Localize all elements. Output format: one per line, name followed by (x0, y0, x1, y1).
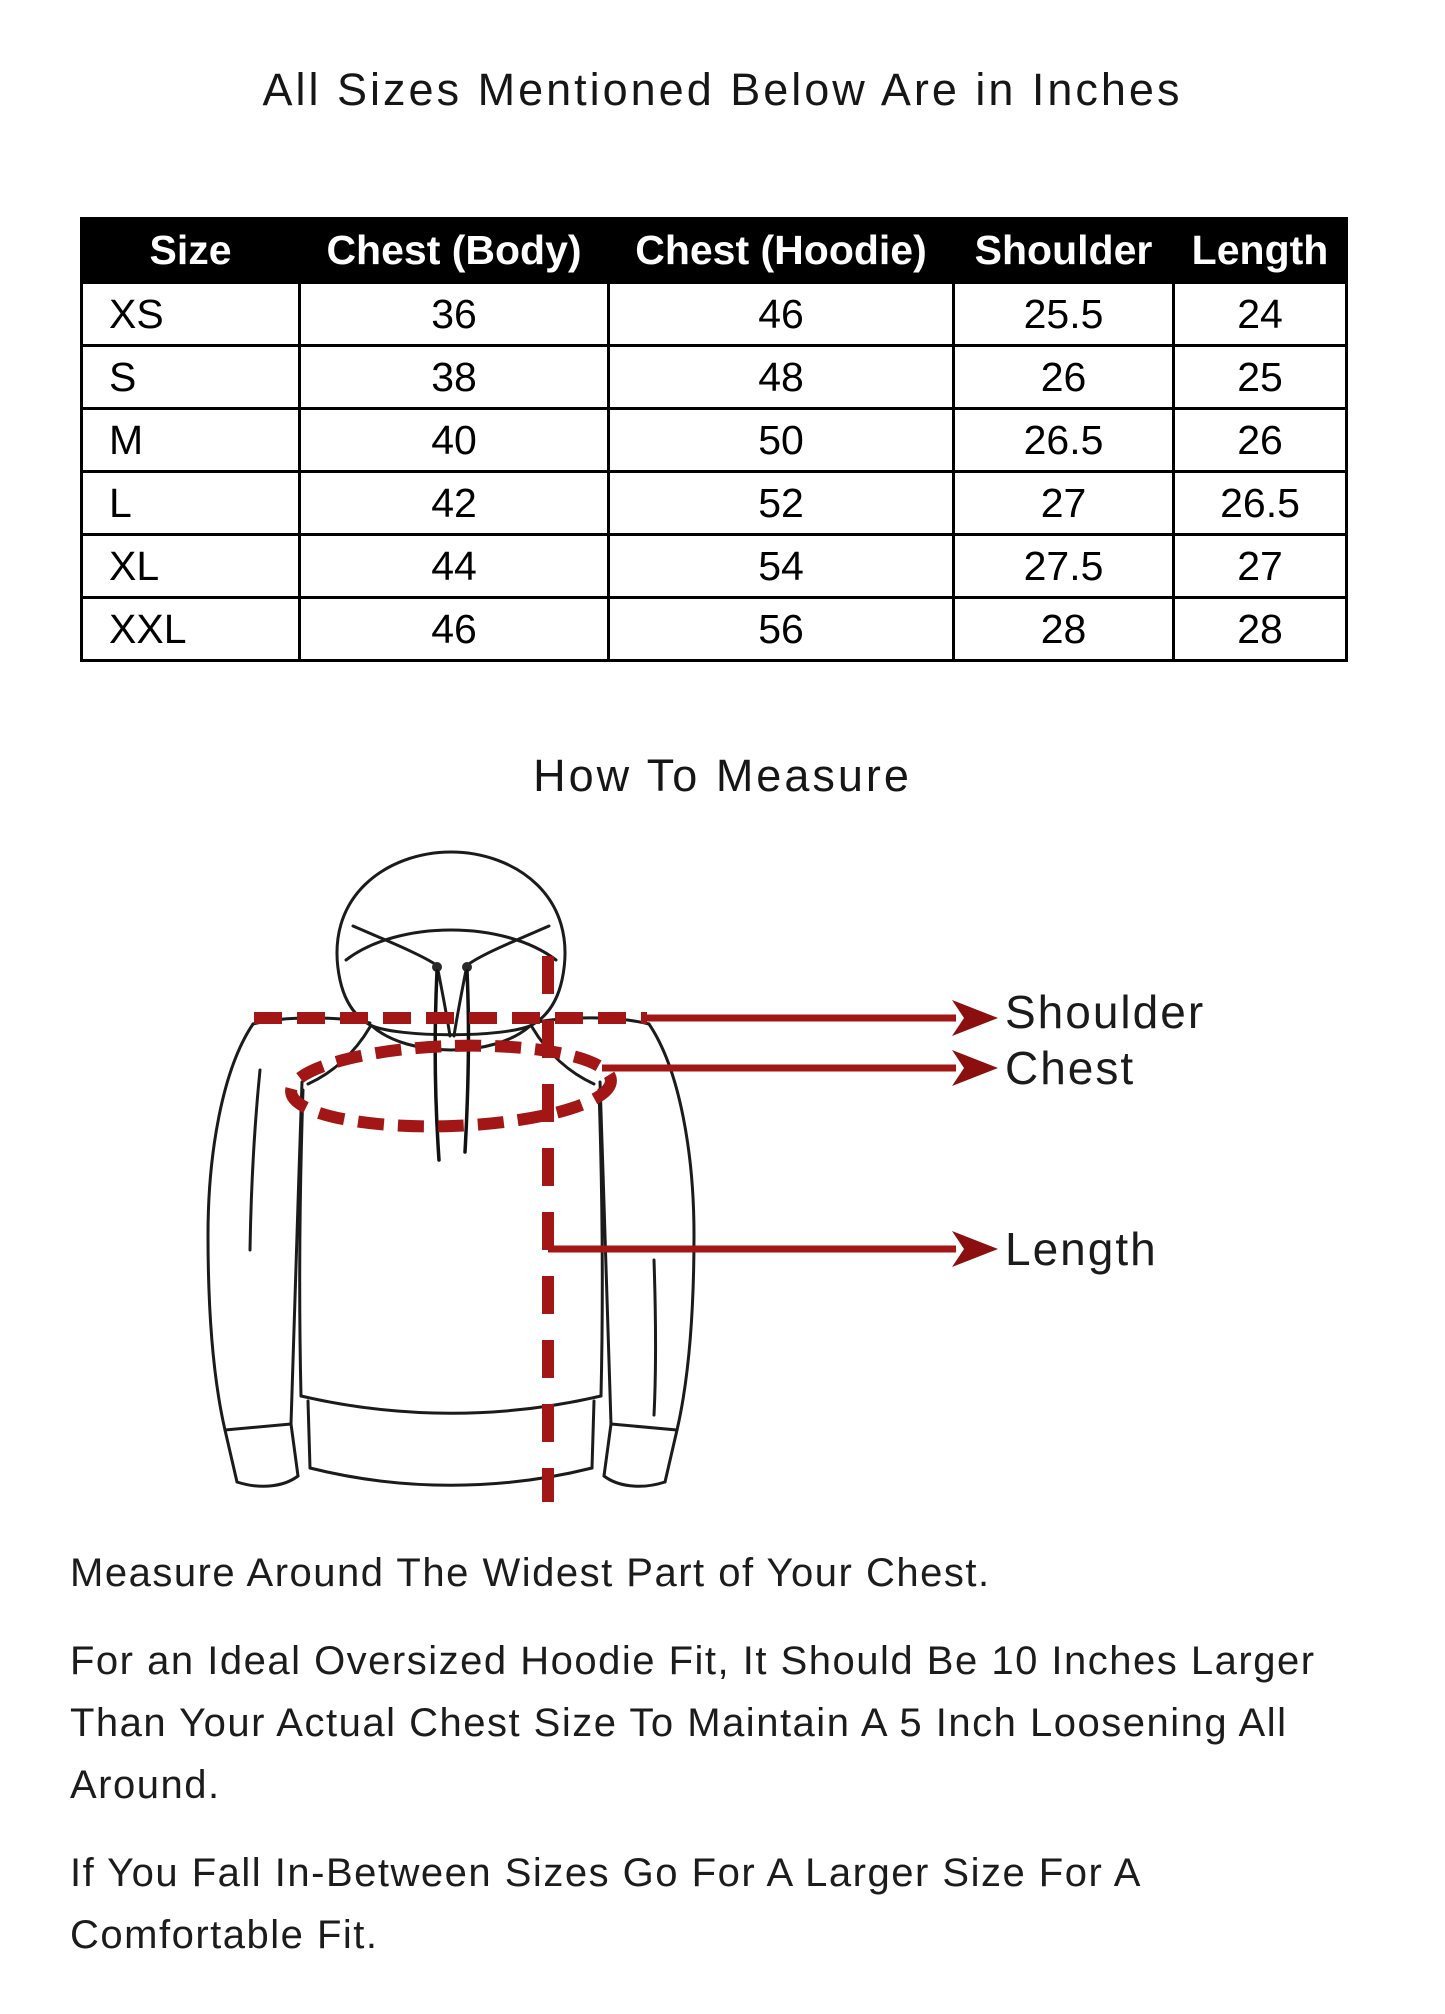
col-header-length: Length (1174, 219, 1347, 283)
shoulder-label: Shoulder (1005, 986, 1206, 1038)
hoodie-illustration (150, 830, 1000, 1520)
length-arrowhead-icon (952, 1231, 998, 1267)
how-to-measure-heading: How To Measure (533, 750, 912, 801)
length-cell: 26 (1174, 409, 1347, 472)
chest-dashed-ellipse (290, 1040, 613, 1131)
col-header-shoulder: Shoulder (954, 219, 1174, 283)
shoulder-cell: 26 (954, 346, 1174, 409)
length-cell: 27 (1174, 535, 1347, 598)
chest-hoodie-cell: 46 (609, 283, 954, 346)
chest-hoodie-cell: 52 (609, 472, 954, 535)
header-row (82, 219, 1347, 283)
col-header-size: Size (82, 219, 300, 283)
length-cell: 24 (1174, 283, 1347, 346)
table-row (82, 409, 1347, 472)
table-row (82, 472, 1347, 535)
chest-label: Chest (1005, 1042, 1136, 1094)
chest-hoodie-cell: 54 (609, 535, 954, 598)
length-cell: 28 (1174, 598, 1347, 661)
page-title: All Sizes Mentioned Below Are in Inches (262, 64, 1183, 115)
note-line: Comfortable Fit. (70, 1913, 379, 1957)
shoulder-cell: 25.5 (954, 283, 1174, 346)
measurement-diagram (0, 830, 1445, 1520)
note-line: Than Your Actual Chest Size To Maintain A 5 Inch Loosening All (70, 1701, 1288, 1745)
note-between-sizes (70, 1842, 1410, 1966)
note-measure-chest (70, 1542, 1410, 1604)
size-chart-table (80, 217, 1348, 662)
col-header-chest-hoodie: Chest (Hoodie) (609, 219, 954, 283)
chest-hoodie-cell: 56 (609, 598, 954, 661)
table-row (82, 346, 1347, 409)
size-chart-header (82, 219, 1347, 283)
chest-hoodie-cell: 48 (609, 346, 954, 409)
col-header-chest-body: Chest (Body) (300, 219, 609, 283)
table-row (82, 283, 1347, 346)
shoulder-cell: 27.5 (954, 535, 1174, 598)
length-cell: 26.5 (1174, 472, 1347, 535)
shoulder-cell: 26.5 (954, 409, 1174, 472)
size-cell: L (82, 472, 300, 535)
size-cell: S (82, 346, 300, 409)
size-cell: XS (82, 283, 300, 346)
note-oversized-fit (70, 1630, 1410, 1816)
shoulder-cell: 28 (954, 598, 1174, 661)
chest-body-cell: 42 (300, 472, 609, 535)
note-line: Measure Around The Widest Part of Your Chest. (70, 1551, 991, 1595)
shoulder-arrowhead-icon (952, 1000, 998, 1036)
table-row (82, 598, 1347, 661)
note-line: If You Fall In-Between Sizes Go For A Larger Size For A (70, 1851, 1142, 1895)
chest-body-cell: 44 (300, 535, 609, 598)
chest-body-cell: 36 (300, 283, 609, 346)
chest-body-cell: 46 (300, 598, 609, 661)
note-line: Around. (70, 1763, 221, 1807)
notes-section (70, 1542, 1410, 1992)
size-cell: XL (82, 535, 300, 598)
length-label: Length (1005, 1223, 1158, 1275)
note-line: For an Ideal Oversized Hoodie Fit, It Should Be 10 Inches Larger (70, 1639, 1316, 1683)
chest-arrowhead-icon (952, 1050, 998, 1086)
length-cell: 25 (1174, 346, 1347, 409)
chest-hoodie-cell: 50 (609, 409, 954, 472)
shoulder-cell: 27 (954, 472, 1174, 535)
table-row (82, 535, 1347, 598)
size-cell: M (82, 409, 300, 472)
size-cell: XXL (82, 598, 300, 661)
chest-body-cell: 40 (300, 409, 609, 472)
chest-body-cell: 38 (300, 346, 609, 409)
measurement-lines (254, 956, 998, 1502)
